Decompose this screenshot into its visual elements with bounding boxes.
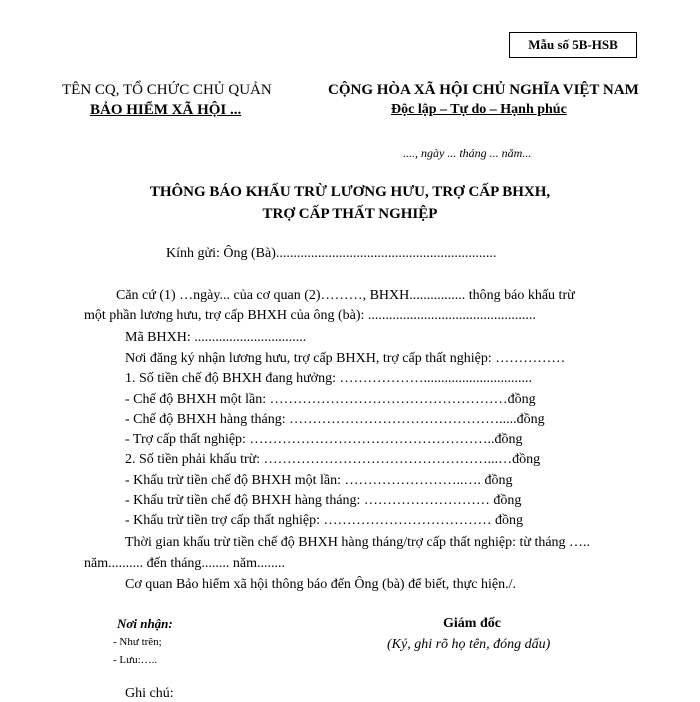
recipients-heading: Nơi nhận: — [117, 616, 173, 631]
item2-unemployment: - Khấu trừ tiền trợ cấp thất nghiệp: ……………………………… đồng — [125, 513, 523, 528]
basis-line1: Căn cứ (1) …ngày... của cơ quan (2)………, BHXH................ thông báo khấu trừ — [116, 288, 575, 303]
item1-title: 1. Số tiền chế độ BHXH đang hưởng: ………………............................... — [125, 371, 532, 386]
item1-unemployment: - Trợ cấp thất nghiệp: ……………………………………………..đồng — [125, 432, 523, 447]
item2-once: - Khấu trừ tiền chế độ BHXH một lần: ……………………..…. đồng — [125, 473, 513, 488]
form-code-box — [509, 32, 637, 58]
country-name: CỘNG HÒA XÃ HỘI CHỦ NGHĨA VIỆT NAM — [328, 82, 639, 98]
signature-title: Giám đốc — [443, 616, 501, 631]
document-title-line1: THÔNG BÁO KHẤU TRỪ LƯƠNG HƯU, TRỢ CẤP BHXH, — [149, 184, 551, 200]
item1-monthly: - Chế độ BHXH hàng tháng: ……………………………………….....đồng — [125, 412, 545, 427]
registration-line: Nơi đăng ký nhận lương hưu, trợ cấp BHXH, trợ cấp thất nghiệp: …………… — [125, 351, 566, 366]
form-code: Mẫu số 5B-HSB — [528, 37, 618, 52]
agency-parent: TÊN CQ, TỔ CHỨC CHỦ QUẢN — [62, 82, 272, 98]
period-line2: năm.......... đến tháng........ năm........ — [84, 556, 286, 571]
closing-line: Cơ quan Bảo hiểm xã hội thông báo đến Ông (bà) để biết, thực hiện./. — [125, 577, 516, 592]
agency-name: BẢO HIỂM XÃ HỘI ... — [90, 102, 242, 118]
item1-once: - Chế độ BHXH một lần: ……………………………………………đồng — [125, 392, 536, 407]
recipients-item-2: - Lưu:….. — [113, 654, 158, 666]
item2-monthly: - Khấu trừ tiền chế độ BHXH hàng tháng: ……………………… đồng — [125, 493, 522, 508]
basis-line2: một phần lương hưu, trợ cấp BHXH của ông (bà): ................................................ — [84, 308, 536, 323]
recipient-line: Kính gửi: Ông (Bà)............................................................... — [166, 246, 497, 261]
document-title-line2: TRỢ CẤP THẤT NGHIỆP — [262, 206, 438, 222]
recipients-item-1: - Như trên; — [113, 636, 162, 648]
notes-heading: Ghi chú: — [125, 686, 174, 701]
national-motto: Độc lập – Tự do – Hạnh phúc — [391, 102, 567, 117]
date-line: ...., ngày ... tháng ... năm... — [403, 146, 532, 160]
period-line1: Thời gian khấu trừ tiền chế độ BHXH hàng tháng/trợ cấp thất nghiệp: từ tháng ….. — [125, 535, 591, 550]
signature-note: (Ký, ghi rõ họ tên, đóng dấu) — [387, 637, 551, 652]
item2-title: 2. Số tiền phải khấu trừ: …………………………………………...…đồng — [125, 452, 541, 467]
bhxh-code-line: Mã BHXH: ................................ — [125, 330, 307, 345]
